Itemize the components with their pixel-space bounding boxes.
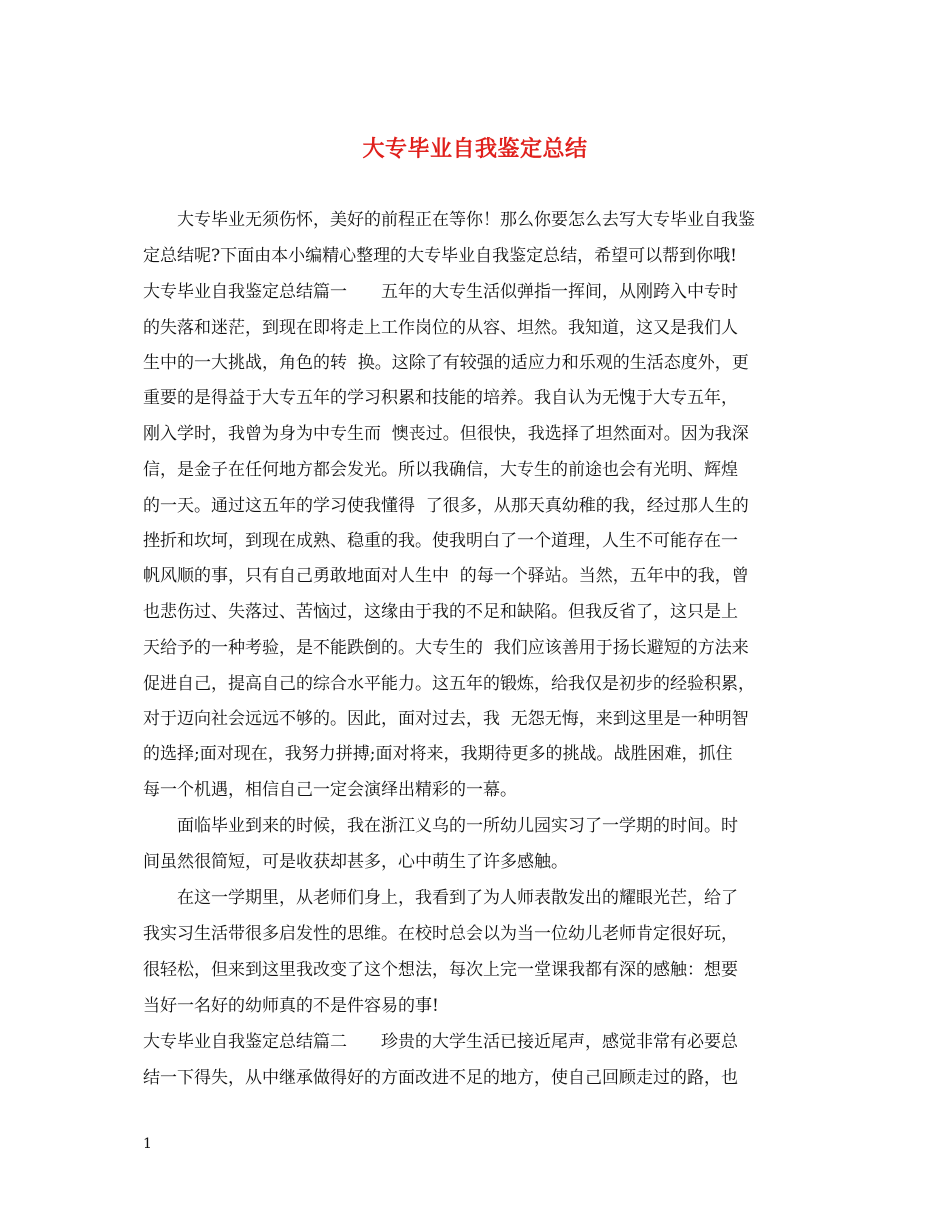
- body-line: 也悲伤过、失落过、苦恼过，这缘由于我的不足和缺陷。但我反省了，这只是上: [143, 602, 738, 622]
- body-line: 间虽然很简短，可是收获却甚多，心中萌生了许多感触。: [143, 852, 568, 872]
- body-line: 定总结呢?下面由本小编精心整理的大专毕业自我鉴定总结，希望可以帮到你哦!: [143, 246, 737, 266]
- body-line: 大专毕业自我鉴定总结篇二 珍贵的大学生活已接近尾声，感觉非常有必要总: [143, 1032, 738, 1052]
- body-line: 的失落和迷茫，到现在即将走上工作岗位的从容、坦然。我知道，这又是我们人: [143, 318, 738, 338]
- body-line: 信，是金子在任何地方都会发光。所以我确信，大专生的前途也会有光明、辉煌: [143, 460, 738, 480]
- body-line: 帆风顺的事，只有自己勇敢地面对人生中 的每一个驿站。当然，五年中的我，曾: [143, 566, 749, 586]
- body-line: 结一下得失，从中继承做得好的方面改进不足的地方，使自己回顾走过的路，也: [143, 1068, 738, 1088]
- body-line: 重要的是得益于大专五年的学习积累和技能的培养。我自认为无愧于大专五年，: [143, 388, 738, 408]
- body-line: 面临毕业到来的时候，我在浙江义乌的一所幼儿园实习了一学期的时间。时: [143, 816, 738, 836]
- body-line: 的一天。通过这五年的学习使我懂得 了很多，从那天真幼稚的我，经过那人生的: [143, 496, 749, 516]
- body-line: 当好一名好的幼师真的不是件容易的事!: [143, 996, 439, 1016]
- body-line: 的选择;面对现在，我努力拼搏;面对将来，我期待更多的挑战。战胜困难，抓住: [143, 744, 733, 764]
- body-line: 大专毕业无须伤怀，美好的前程正在等你！那么你要怎么去写大专毕业自我鉴: [143, 210, 755, 230]
- body-line: 天给予的一种考验，是不能跌倒的。大专生的 我们应该善用于扬长避短的方法来: [143, 638, 749, 658]
- body-line: 每一个机遇，相信自己一定会演绎出精彩的一幕。: [143, 780, 517, 800]
- document-title: 大专毕业自我鉴定总结: [362, 136, 588, 162]
- body-line: 促进自己，提高自己的综合水平能力。这五年的锻炼，给我仅是初步的经验积累，: [143, 674, 755, 694]
- body-line: 我实习生活带很多启发性的思维。在校时总会以为当一位幼儿老师肯定很好玩，: [143, 924, 738, 944]
- body-line: 刚入学时，我曾为身为中专生而 懊丧过。但很快，我选择了坦然面对。因为我深: [143, 424, 749, 444]
- body-line: 挫折和坎坷，到现在成熟、稳重的我。使我明白了一个道理，人生不可能存在一: [143, 531, 738, 551]
- body-line: 生中的一大挑战，角色的转 换。这除了有较强的适应力和乐观的生活态度外，更: [143, 353, 749, 373]
- body-line: 在这一学期里，从老师们身上，我看到了为人师表散发出的耀眼光芒，给了: [143, 888, 738, 908]
- body-line: 很轻松，但来到这里我改变了这个想法，每次上完一堂课我都有深的感触：想要: [143, 960, 738, 980]
- page-number: 1: [143, 1136, 152, 1152]
- body-line: 对于迈向社会远远不够的。因此，面对过去，我 无怨无悔，来到这里是一种明智: [143, 709, 749, 729]
- body-line: 大专毕业自我鉴定总结篇一 五年的大专生活似弹指一挥间，从刚跨入中专时: [143, 282, 738, 302]
